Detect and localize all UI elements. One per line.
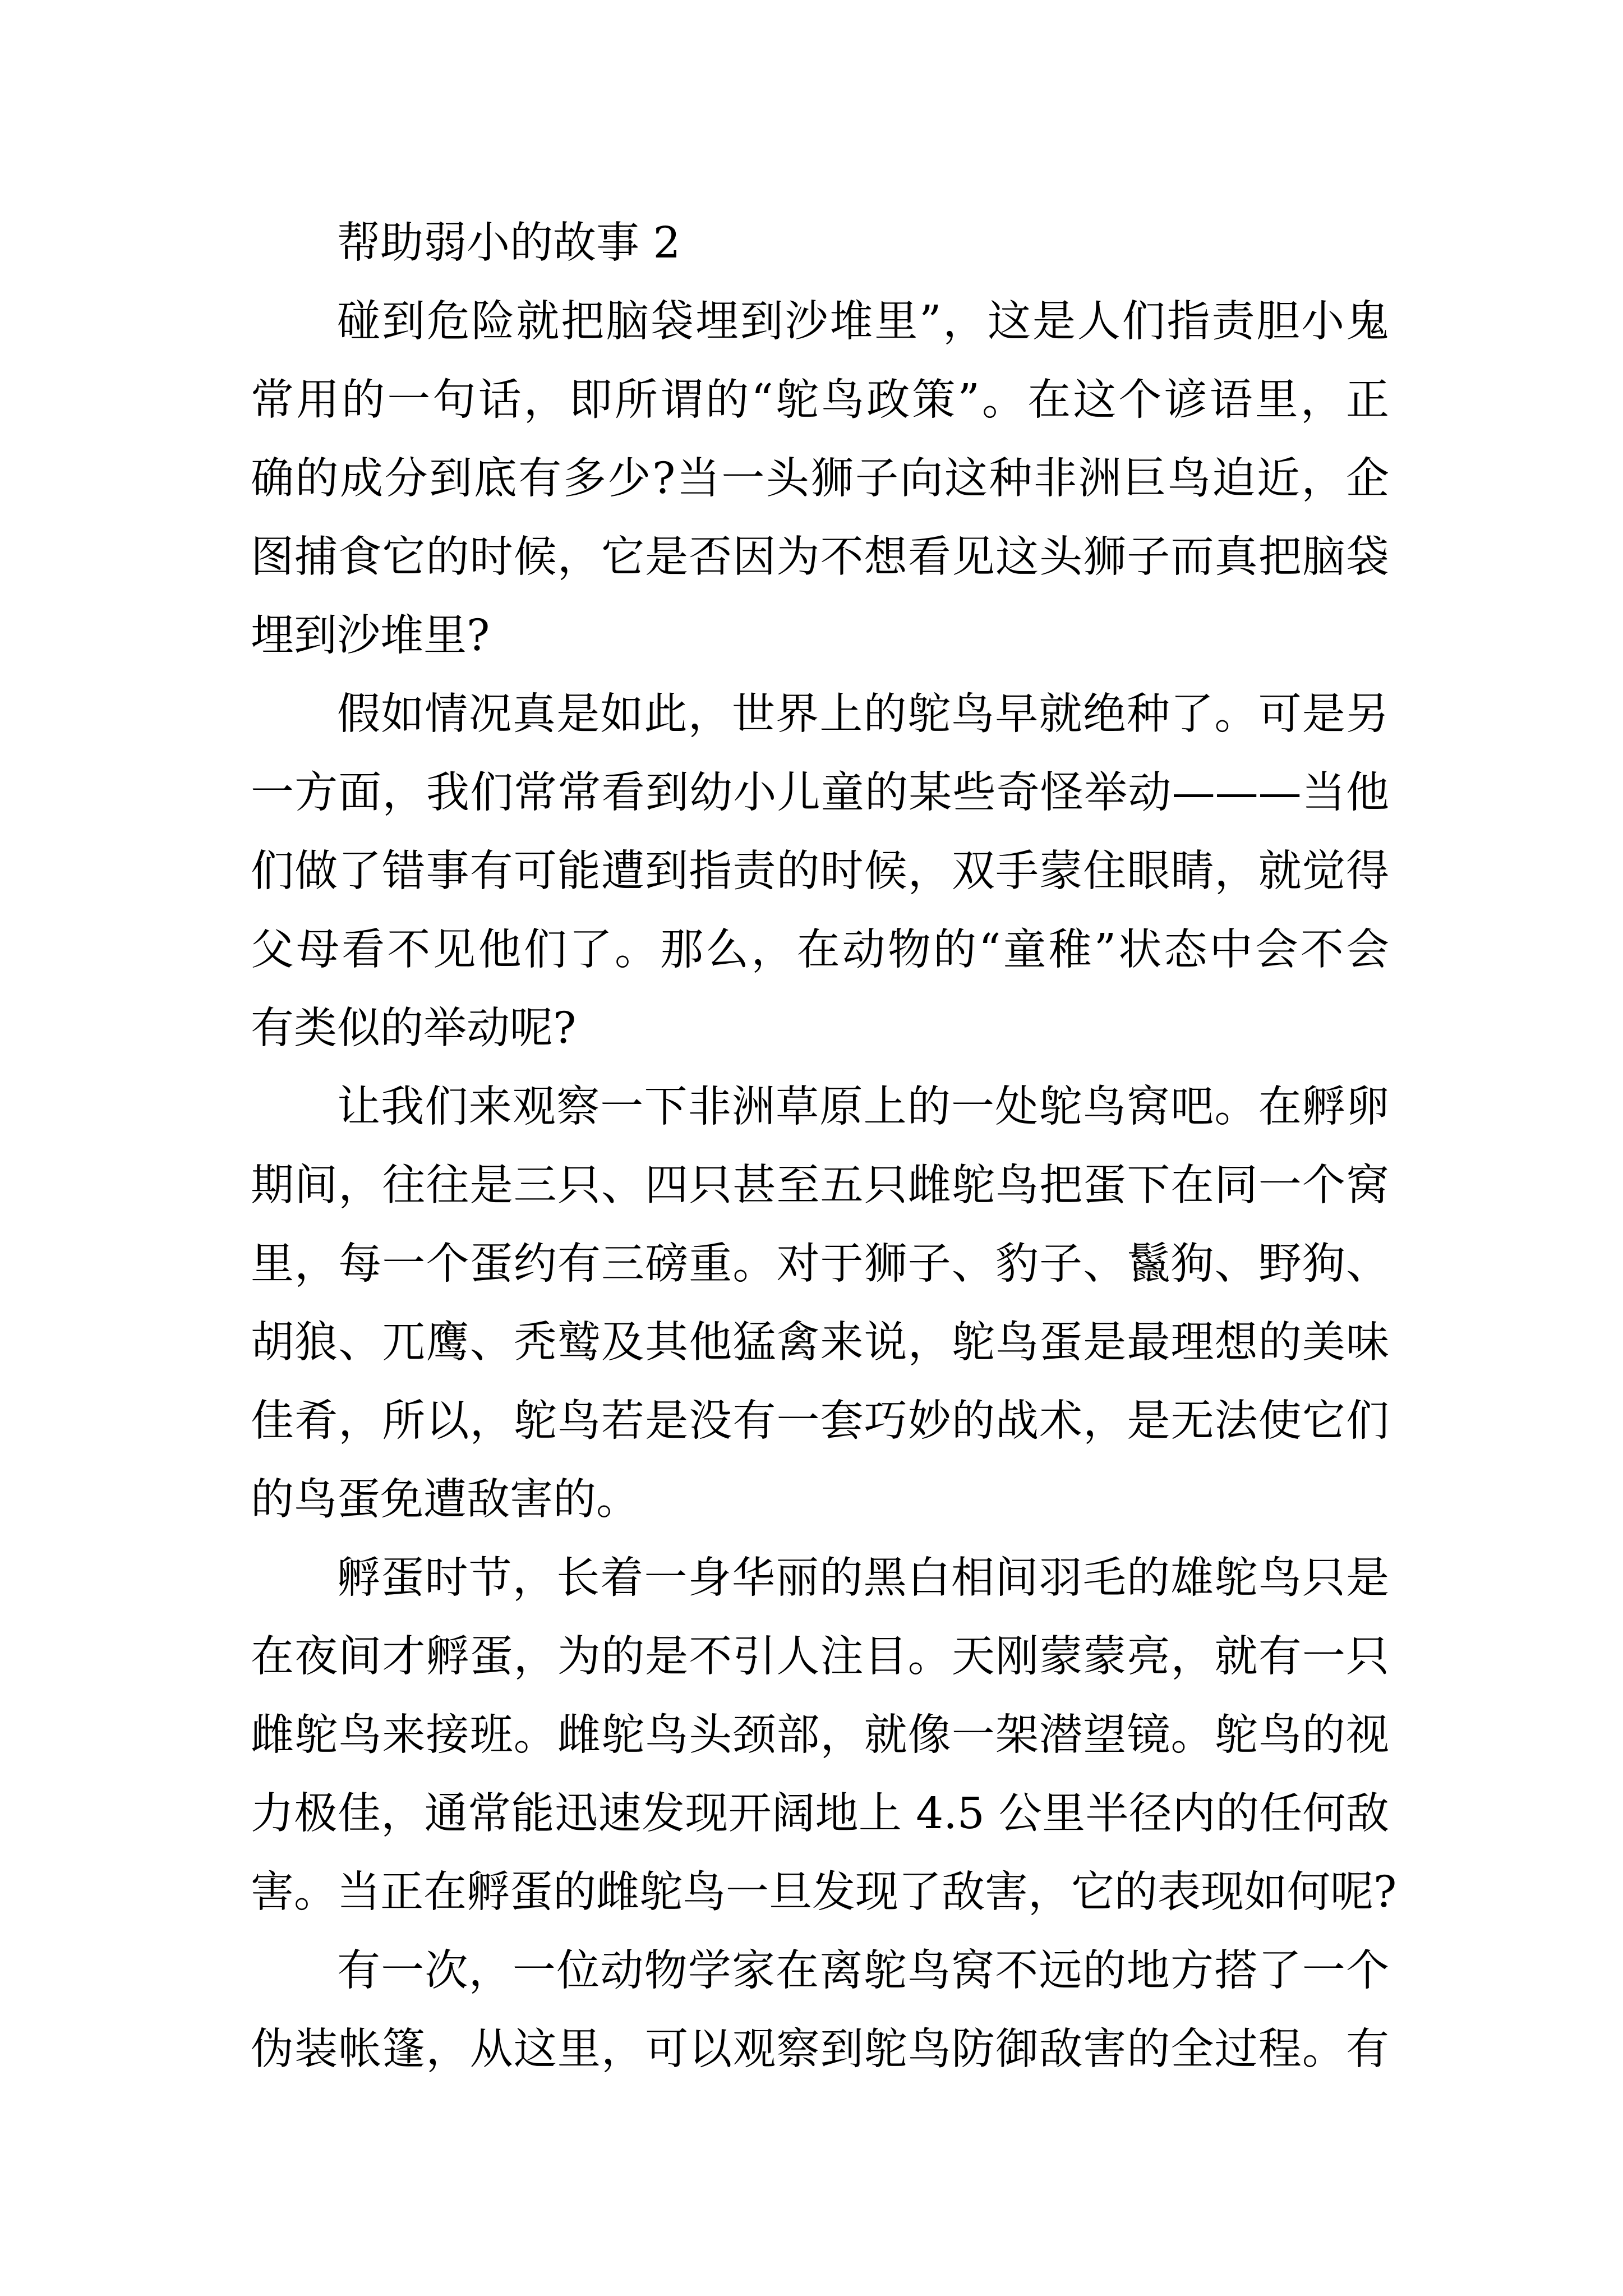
paragraph-line: 的鸟蛋免遭敌害的。 (251, 1475, 639, 1525)
paragraph-2 (251, 675, 1389, 1068)
paragraph-line: 让我们来观察一下非洲草原上的一处鸵鸟窝吧。在孵卵 (337, 1082, 1389, 1132)
paragraph-line: 假如情况真是如此，世界上的鸵鸟早就绝种了。可是另 (337, 689, 1389, 739)
paragraph-line: 胡狼、兀鹰、秃鹫及其他猛禽来说，鸵鸟蛋是最理想的美味 (251, 1318, 1389, 1368)
paragraph-line: 有类似的举动呢? (251, 1004, 577, 1053)
paragraph-line: 期间，往往是三只、四只甚至五只雌鸵鸟把蛋下在同一个窝 (251, 1161, 1389, 1211)
paragraph-3 (251, 1068, 1389, 1539)
paragraph-line: 碰到危险就把脑袋埋到沙堆里”，这是人们指责胆小鬼 (337, 297, 1389, 347)
paragraph-line: 害。当正在孵蛋的雌鸵鸟一旦发现了敌害，它的表现如何呢? (251, 1867, 1397, 1917)
document-body (251, 204, 1397, 2089)
paragraph-5 (251, 1932, 1389, 2089)
paragraph-line: 力极佳，通常能迅速发现开阔地上 4.5 公里半径内的任何敌 (251, 1789, 1389, 1839)
paragraph-line: 有一次，一位动物学家在离鸵鸟窝不远的地方搭了一个 (337, 1946, 1389, 1996)
paragraph-line: 里，每一个蛋约有三磅重。对于狮子、豹子、鬣狗、野狗、 (251, 1239, 1389, 1289)
paragraph-line: 雌鸵鸟来接班。雌鸵鸟头颈部，就像一架潜望镜。鸵鸟的视 (251, 1710, 1389, 1760)
paragraph-line: 伪装帐篷，从这里，可以观察到鸵鸟防御敌害的全过程。有 (251, 2024, 1389, 2074)
paragraph-line: 图捕食它的时候，它是否因为不想看见这头狮子而真把脑袋 (251, 532, 1389, 582)
paragraph-4 (251, 1539, 1397, 1932)
paragraph-line: 一方面，我们常常看到幼小儿童的某些奇怪举动———当他 (251, 768, 1389, 818)
paragraph-line: 常用的一句话，即所谓的“鸵鸟政策”。在这个谚语里，正 (251, 375, 1389, 425)
paragraph-line: 确的成分到底有多少?当一头狮子向这种非洲巨鸟迫近，企 (251, 454, 1389, 504)
page-title: 帮助弱小的故事 2 (337, 218, 681, 268)
paragraph-line: 埋到沙堆里? (251, 611, 490, 661)
paragraph-line: 佳肴，所以，鸵鸟若是没有一套巧妙的战术，是无法使它们 (251, 1396, 1389, 1446)
paragraph-line: 孵蛋时节，长着一身华丽的黑白相间羽毛的雄鸵鸟只是 (337, 1553, 1389, 1603)
paragraph-line: 在夜间才孵蛋，为的是不引人注目。天刚蒙蒙亮，就有一只 (251, 1632, 1389, 1682)
paragraph-line: 们做了错事有可能遭到指责的时候，双手蒙住眼睛，就觉得 (251, 846, 1389, 896)
paragraph-1 (251, 283, 1389, 675)
paragraph-line: 父母看不见他们了。那么，在动物的“童稚”状态中会不会 (251, 925, 1389, 975)
